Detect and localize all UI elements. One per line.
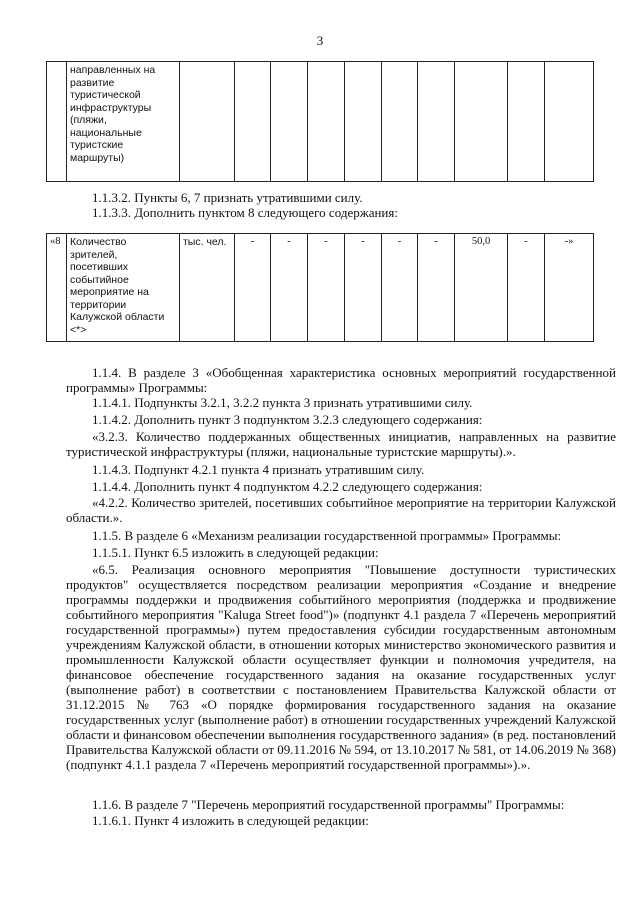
- table-cell: [180, 62, 235, 182]
- value-cell: -: [382, 234, 418, 342]
- value-cell: -: [308, 234, 345, 342]
- value-cell: -»: [545, 234, 594, 342]
- paragraph: 1.1.4.3. Подпункт 4.2.1 пункта 4 признать утратившим силу.: [92, 462, 425, 477]
- paragraph: 1.1.5.1. Пункт 6.5 изложить в следующей редакции:: [92, 545, 379, 560]
- value-cell: -: [508, 234, 545, 342]
- value-cell: -: [345, 234, 382, 342]
- value-cell: -: [418, 234, 455, 342]
- table-row: [47, 62, 594, 182]
- paragraph: «4.2.2. Количество зрителей, посетивших событийное мероприятие на территории Калужской области.».: [66, 495, 616, 525]
- paragraph: 1.1.5. В разделе 6 «Механизм реализации государственной программы» Программы:: [92, 528, 562, 543]
- indicator-description: Количество зрителей, посетивших событийное мероприятие на территории Калужской области <*>: [67, 234, 180, 342]
- value-cell: 50,0: [455, 234, 508, 342]
- row-number: «8: [47, 234, 67, 342]
- table-cell: [418, 62, 455, 182]
- paragraph: 1.1.3.2. Пункты 6, 7 признать утратившими силу.: [92, 190, 363, 205]
- paragraph: 1.1.4.2. Дополнить пункт 3 подпунктом 3.2.3 следующего содержания:: [92, 412, 483, 427]
- paragraph: 1.1.3.3. Дополнить пунктом 8 следующего содержания:: [92, 205, 398, 220]
- paragraph: 1.1.6.1. Пункт 4 изложить в следующей редакции:: [92, 813, 369, 828]
- table-row: [47, 234, 594, 342]
- table-cell: [308, 62, 345, 182]
- table-cell: [271, 62, 308, 182]
- paragraph: 1.1.4.4. Дополнить пункт 4 подпунктом 4.2.2 следующего содержания:: [92, 479, 483, 494]
- table-cell: [47, 62, 67, 182]
- value-cell: -: [271, 234, 308, 342]
- page-number: 3: [316, 33, 324, 48]
- table-cell: [545, 62, 594, 182]
- paragraph: 1.1.4.1. Подпункты 3.2.1, 3.2.2 пункта 3 признать утратившими силу.: [92, 395, 473, 410]
- paragraph: «3.2.3. Количество поддержанных общественных инициатив, направленных на развитие туристической инфраструктуры (пляжи, национальные туристские маршруты).».: [66, 429, 616, 459]
- paragraph: 1.1.4. В разделе 3 «Обобщенная характеристика основных мероприятий государственной программы» Программы:: [66, 365, 616, 395]
- indicator-table-continued: [46, 61, 594, 182]
- indicator-table-row-8: [46, 233, 594, 342]
- indicator-description: направленных на развитие туристической инфраструктуры (пляжи, национальные туристские маршруты): [67, 62, 180, 182]
- table-cell: [235, 62, 271, 182]
- table-cell: [345, 62, 382, 182]
- table-cell: [455, 62, 508, 182]
- table-cell: [508, 62, 545, 182]
- paragraph: «6.5. Реализация основного мероприятия "Повышение доступности туристических продуктов" осуществляется посредством реализации мероприятия «Создание и внедрение программы поддержки и продвижения событийного мероприятия (поддержка и продвижение событийного мероприятия "Kaluga Street food")» (подпункт 4.1 раздела 7 «Перечень мероприятий государственной программы») путем предоставления субсидии государственным автономным учреждениям Калужской области, в отношении которых министерство экономического развития и промышленности Калужской области осуществляет функции и полномочия учредителя, на финансовое обеспечение государственного задания на оказание государственных услуг (выполнение работ) в соответствии с постановлением Правительства Калужской области от 31.12.2015 № 763 «О порядке формирования государственного задания на оказание государственных услуг (выполнение работ) в отношении государственных учреждений Калужской области и финансовом обеспечении выполнения государственного задания» (в ред. постановлений Правительства Калужской области от 09.11.2016 № 594, от 13.10.2017 № 581, от 14.06.2019 № 368) (подпункт 4.1.1 раздела 7 «Перечень мероприятий государственной программы»).».: [66, 562, 616, 772]
- value-cell: -: [235, 234, 271, 342]
- paragraph: 1.1.6. В разделе 7 "Перечень мероприятий государственной программы" Программы:: [92, 797, 565, 812]
- table-cell: [382, 62, 418, 182]
- unit-cell: тыс. чел.: [180, 234, 235, 342]
